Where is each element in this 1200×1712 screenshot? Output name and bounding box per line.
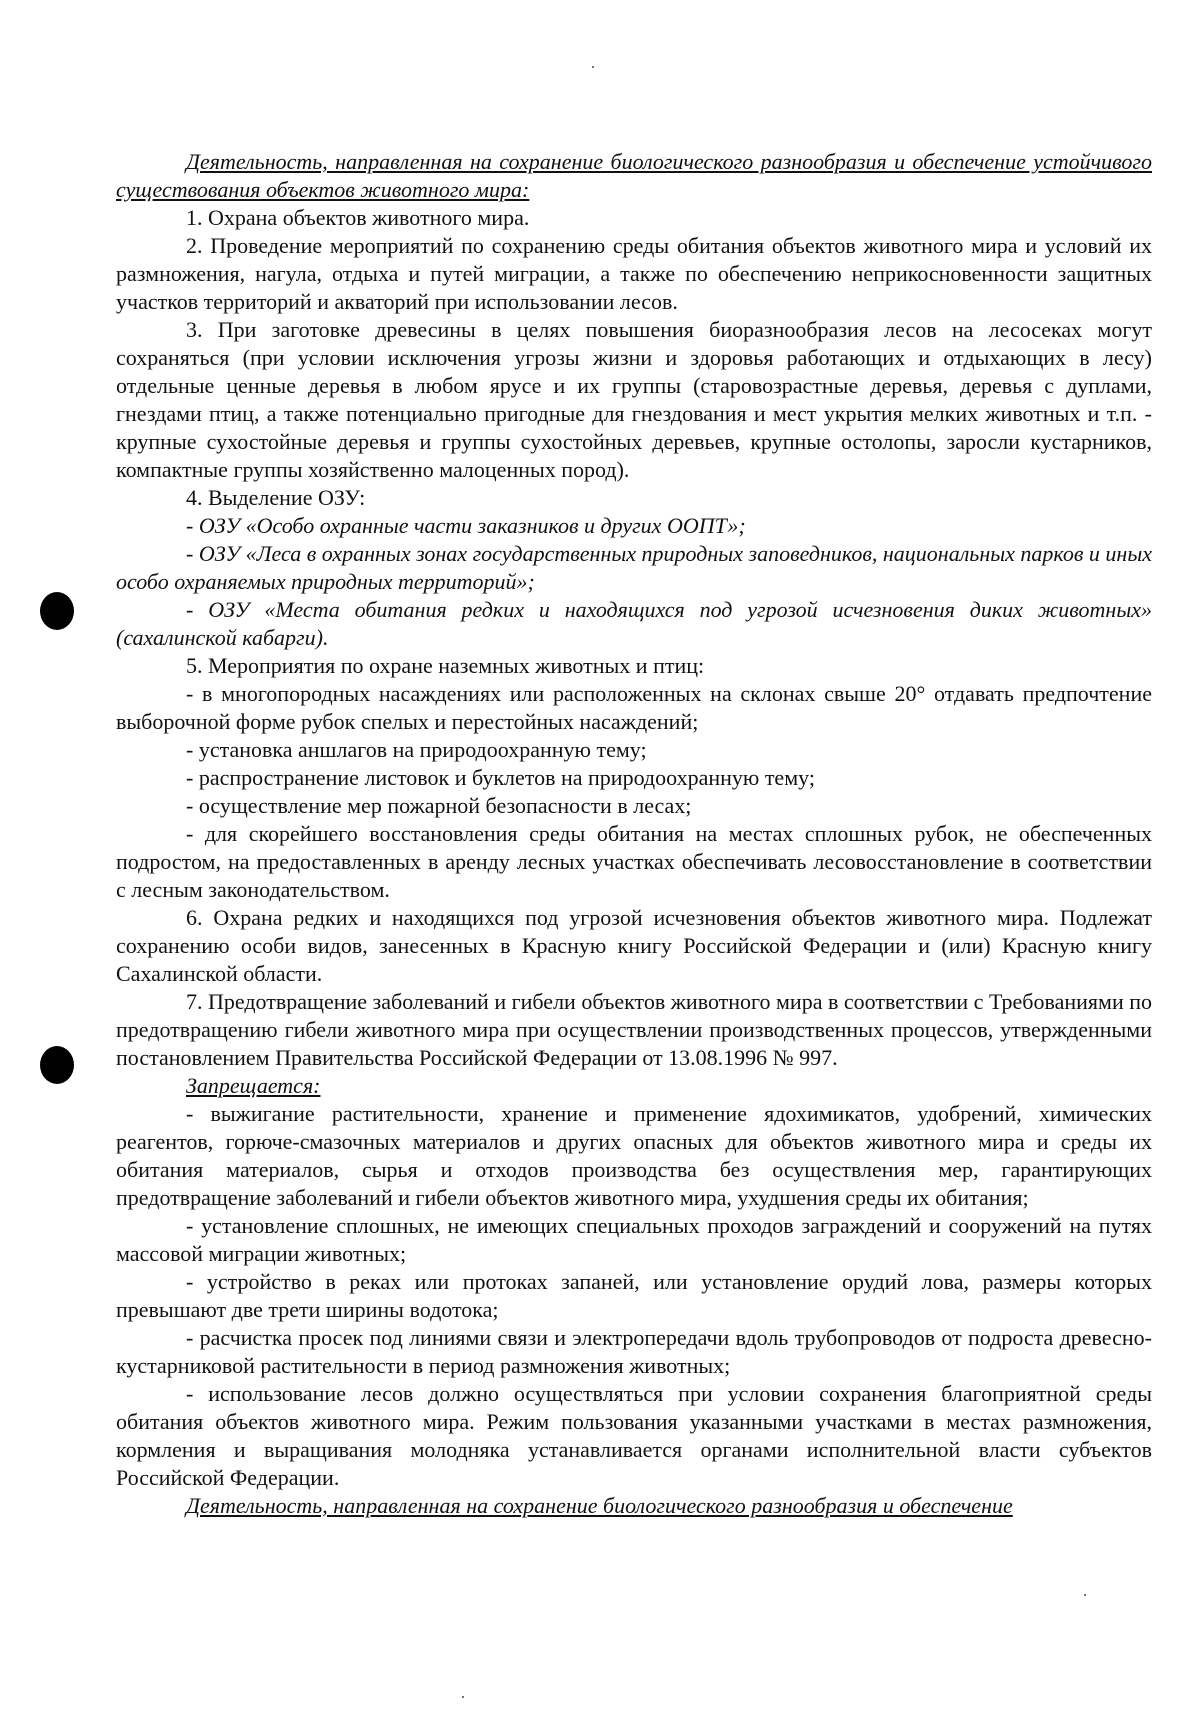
ozu-item: - ОЗУ «Леса в охранных зонах государственных природных заповедников, национальных парков и иных особо охраняемых природных территорий»; (116, 541, 1152, 594)
list-item: 5. Мероприятия по охране наземных животных и птиц: (186, 653, 705, 678)
list-item: 7. Предотвращение заболеваний и гибели объектов животного мира в соответствии с Требованиями по предотвращению гибели животного мира при осуществлении производственных процессов, утвержденными постановлением Правительства Российской Федерации от 13.08.1996 № 997. (116, 989, 1152, 1070)
list-item: 1. Охрана объектов животного мира. (186, 205, 530, 230)
measure-item: - осуществление мер пожарной безопасности в лесах; (186, 793, 692, 818)
ozu-item: - ОЗУ «Особо охранные части заказников и других ООПТ»; (186, 513, 746, 538)
prohibited-item: - расчистка просек под линиями связи и электропередачи вдоль трубопроводов от подроста древесно-кустарниковой растительности в период размножения животных; (116, 1325, 1152, 1378)
section-heading-continued: Деятельность, направленная на сохранение биологического разнообразия и обеспечение (186, 1493, 1013, 1518)
prohibited-item: - устройство в реках или протоках запаней, или установление орудий лова, размеры которых превышают две трети ширины водотока; (116, 1269, 1152, 1322)
prohibited-heading: Запрещается: (186, 1073, 321, 1098)
measure-item: - для скорейшего восстановления среды обитания на местах сплошных рубок, не обеспеченных подростом, на предоставленных в аренду лесных участках обеспечивать лесовосстановление в соответствии с лесным законодательством. (116, 821, 1152, 902)
document-page (116, 148, 1152, 1520)
measure-item: - распространение листовок и буклетов на природоохранную тему; (186, 765, 815, 790)
punch-hole-top (40, 592, 74, 630)
section-heading: Деятельность, направленная на сохранение биологического разнообразия и обеспечение устойчивого существования объектов животного мира: (116, 149, 1152, 202)
prohibited-item: - установление сплошных, не имеющих специальных проходов заграждений и сооружений на путях массовой миграции животных; (116, 1213, 1152, 1266)
list-item: 3. При заготовке древесины в целях повышения биоразнообразия лесов на лесосеках могут сохраняться (при условии исключения угрозы жизни и здоровья работающих и отдыхающих в лесу) отдельные ценные деревья в любом ярусе и их группы (старовозрастные деревья, деревья с дуплами, гнездами птиц, а также потенциально пригодные для гнездования и мест укрытия мелких животных и т.п. - крупные сухостойные деревья и группы сухостойных деревьев, крупные остолопы, заросли кустарников, компактные группы хозяйственно малоценных пород). (116, 317, 1152, 482)
measure-item: - в многопородных насаждениях или расположенных на склонах свыше 20° отдавать предпочтение выборочной форме рубок спелых и перестойных насаждений; (116, 681, 1152, 734)
list-item: 2. Проведение мероприятий по сохранению среды обитания объектов животного мира и условий их размножения, нагула, отдыха и путей миграции, а также по обеспечению неприкосновенности защитных участков территорий и акваторий при использовании лесов. (116, 233, 1152, 314)
punch-hole-bottom (40, 1046, 74, 1084)
prohibited-item: - использование лесов должно осуществляться при условии сохранения благоприятной среды обитания объектов животного мира. Режим пользования указанными участками в местах размножения, кормления и выращивания молодняка устанавливается органами исполнительной власти субъектов Российской Федерации. (116, 1381, 1152, 1490)
ozu-item: - ОЗУ «Места обитания редких и находящихся под угрозой исчезновения диких животных» (сахалинской кабарги). (116, 597, 1152, 650)
list-item: 6. Охрана редких и находящихся под угрозой исчезновения объектов животного мира. Подлежат сохранению особи видов, занесенных в Красную книгу Российской Федерации и (или) Красную книгу Сахалинской области. (116, 905, 1152, 986)
measure-item: - установка аншлагов на природоохранную тему; (186, 737, 647, 762)
scan-speck (462, 1696, 464, 1698)
prohibited-item: - выжигание растительности, хранение и применение ядохимикатов, удобрений, химических реагентов, горюче-смазочных материалов и других опасных для объектов животного мира и среды их обитания материалов, сырья и отходов производства без осуществления мер, гарантирующих предотвращение заболеваний и гибели объектов животного мира, ухудшения среды их обитания; (116, 1101, 1152, 1210)
scan-speck (1084, 1594, 1086, 1596)
list-item: 4. Выделение ОЗУ: (186, 485, 366, 510)
scan-speck (592, 66, 594, 68)
